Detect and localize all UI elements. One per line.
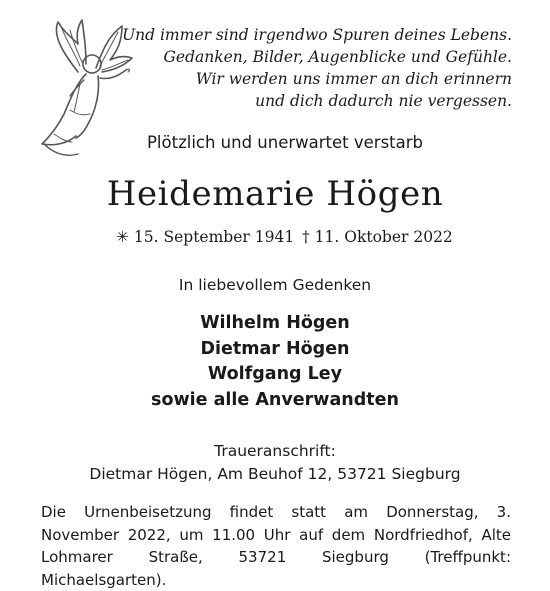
poem	[112, 24, 512, 112]
funeral-notice: Die Urnenbeisetzung findet statt am Donnerstag, 3. November 2022, um 11.00 Uhr auf dem Nordfriedhof, Alte Lohmarer Straße, 53721 Siegburg (Treffpunkt: Michaelsgarten).	[41, 503, 511, 589]
memory-line: In liebevollem Gedenken	[178, 276, 372, 294]
deceased-name: Heidemarie Högen	[106, 174, 444, 214]
mourner-name: Dietmar Högen	[200, 338, 350, 359]
poem-line: und dich dadurch nie vergessen.	[255, 92, 512, 110]
mourners-list	[0, 311, 550, 413]
birth-date: ✳ 15. September 1941	[116, 228, 295, 246]
poem-line: Und immer sind irgendwo Spuren deines Lebens.	[122, 26, 512, 44]
poem-line: Gedanken, Bilder, Augenblicke und Gefühle.	[163, 48, 512, 66]
mourner-name: Wolfgang Ley	[207, 364, 343, 384]
death-date: † 11. Oktober 2022	[302, 228, 453, 246]
intro-line: Plötzlich und unerwartet verstarb	[146, 133, 424, 152]
address-label: Traueranschrift:	[214, 442, 336, 460]
poem-line: Wir werden uns immer an dich erinnern	[195, 70, 512, 88]
mourning-address: Dietmar Högen, Am Beuhof 12, 53721 Siegburg	[89, 465, 461, 483]
mourner-name: Wilhelm Högen	[200, 313, 350, 333]
mourner-name: sowie alle Anverwandten	[151, 389, 399, 410]
